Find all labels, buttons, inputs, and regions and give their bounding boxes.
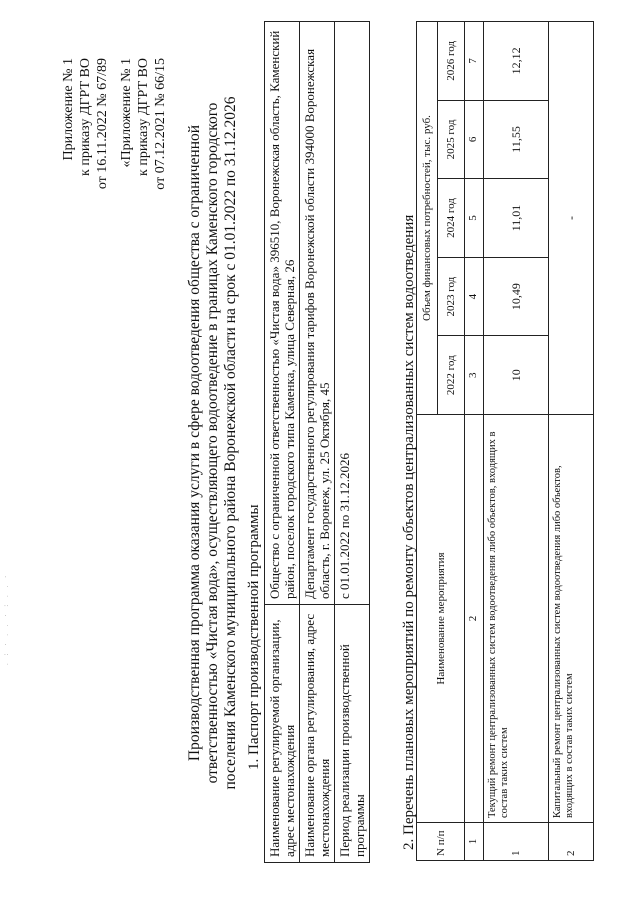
financing-value: 10,49 bbox=[484, 257, 549, 336]
row-number: 1 bbox=[484, 823, 549, 861]
title-line: Производственная программа оказания услуги в сфере водоотведения общества с ограниченной bbox=[186, 124, 203, 762]
financing-value: 11,55 bbox=[484, 100, 549, 179]
appendix-reference-previous bbox=[118, 58, 169, 190]
appendix-reference-current bbox=[60, 58, 111, 189]
scan-artifact: . : · . . · : . . · bbox=[2, 572, 10, 665]
column-number: 6 bbox=[465, 100, 484, 179]
header-year: 2024 год bbox=[438, 179, 465, 258]
repair-plan-table bbox=[416, 21, 594, 861]
header-activity-name: Наименование мероприятия bbox=[417, 415, 465, 823]
column-number: 3 bbox=[465, 336, 484, 415]
passport-label: Наименование регулируемой организации, адрес местонахождения bbox=[265, 605, 300, 863]
plan-heading: 2. Перечень плановых мероприятий по ремонту объектов централизованных систем водоотведения bbox=[401, 214, 417, 850]
header-number: N п/п bbox=[417, 823, 465, 861]
appendix-order: к приказу ДГРТ ВО bbox=[136, 58, 151, 176]
financing-value: - bbox=[549, 22, 594, 415]
table-row bbox=[549, 22, 594, 861]
appendix-date: от 07.12.2021 № 66/15 bbox=[153, 58, 168, 190]
row-number: 2 bbox=[549, 823, 594, 861]
column-number-row bbox=[465, 22, 484, 861]
column-number: 2 bbox=[465, 415, 484, 823]
financing-value: 10 bbox=[484, 336, 549, 415]
column-number: 7 bbox=[465, 22, 484, 101]
passport-label: Наименование органа регулирования, адрес местонахождения bbox=[300, 605, 335, 863]
appendix-order: к приказу ДГРТ ВО bbox=[78, 58, 93, 176]
table-row bbox=[484, 22, 549, 861]
header-financing: Объем финансовых потребностей, тыс. руб. bbox=[417, 22, 438, 415]
table-header-row bbox=[417, 22, 438, 861]
document-title bbox=[186, 63, 240, 823]
financing-value: 12,12 bbox=[484, 22, 549, 101]
column-number: 4 bbox=[465, 257, 484, 336]
column-number: 1 bbox=[465, 823, 484, 861]
table-row bbox=[265, 22, 300, 863]
appendix-number: Приложение № 1 bbox=[61, 58, 76, 161]
passport-table bbox=[264, 21, 370, 863]
activity-name: Капитальный ремонт централизованных систем водоотведения либо объектов, входящих в состав таких систем bbox=[549, 415, 594, 823]
header-year: 2026 год bbox=[438, 22, 465, 101]
header-year: 2025 год bbox=[438, 100, 465, 179]
header-year: 2023 год bbox=[438, 257, 465, 336]
passport-heading: 1. Паспорт производственной программы bbox=[246, 504, 262, 770]
title-line: поселения Каменского муниципального района Воронежской области на срок с 01.01.2022 по 31.12.2026 bbox=[222, 96, 239, 790]
appendix-date: от 16.11.2022 № 67/89 bbox=[95, 58, 110, 190]
financing-value: 11,01 bbox=[484, 179, 549, 258]
appendix-number: «Приложение № 1 bbox=[119, 58, 134, 168]
header-year: 2022 год bbox=[438, 336, 465, 415]
table-row bbox=[300, 22, 335, 863]
passport-value: Департамент государственного регулирования тарифов Воронежской области 394000 Воронежская область, г. Воронеж, ул. 25 Октября, 45 bbox=[300, 22, 335, 605]
passport-label: Период реализации производственной программы bbox=[335, 605, 370, 863]
activity-name: Текущий ремонт централизованных систем водоотведения либо объектов, входящих в состав таких систем bbox=[484, 415, 549, 823]
column-number: 5 bbox=[465, 179, 484, 258]
title-line: ответственностью «Чистая вода», осуществляющего водоотведение в границах Каменского городского bbox=[204, 102, 221, 784]
passport-value: Общество с ограниченной ответственностью «Чистая вода» 396510, Воронежская область, Каменский район, поселок городского типа Каменка, улица Северная, 26 bbox=[265, 22, 300, 605]
table-row bbox=[335, 22, 370, 863]
passport-value: с 01.01.2022 по 31.12.2026 bbox=[335, 22, 370, 605]
